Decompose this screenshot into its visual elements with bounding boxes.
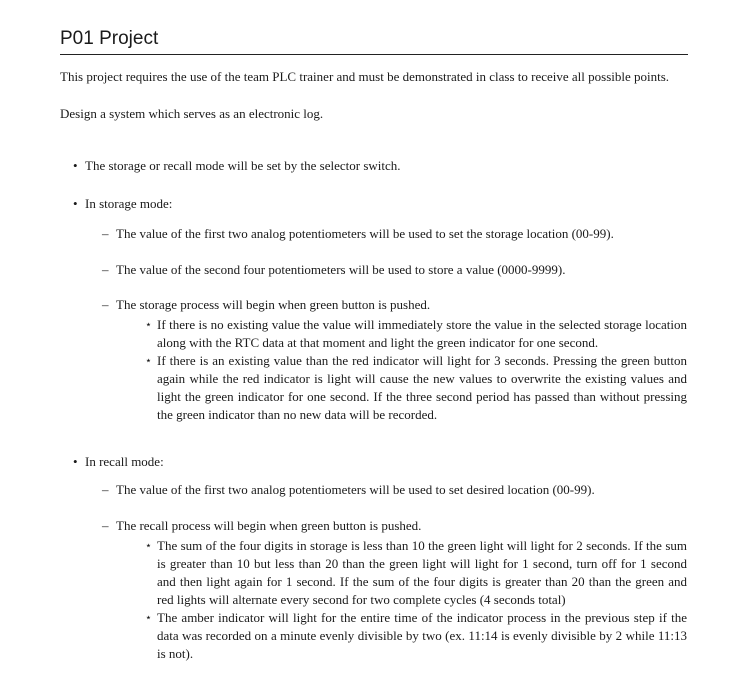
star-icon: ⋆ [145,355,152,367]
item-text: The storage process will begin when green button is pushed. [116,297,431,312]
item-text: The value of the second four potentiometers will be used to store a value (0000-9999). [116,262,566,277]
dash-icon: – [102,518,109,533]
star-icon: ⋆ [145,319,152,331]
item-text: The value of the first two analog potentiometers will be used to set desired location (00-99). [116,482,595,497]
recall-item-location [102,481,696,499]
item-text: The value of the first two analog potentiometers will be used to set the storage location (00-99). [116,226,614,241]
page-title: P01 Project [60,26,688,55]
bullet-storage-mode [73,195,685,213]
bullet-text: In storage mode: [85,196,173,211]
dash-icon: – [102,297,109,312]
bullet-recall-mode [73,453,685,471]
bullet-icon: • [73,158,78,173]
intro-paragraph-1: This project requires the use of the team PLC trainer and must be demonstrated in class to receive all possible points. [60,69,670,84]
dash-icon: – [102,226,109,241]
item-text: The recall process will begin when green button is pushed. [116,518,422,533]
storage-item-value [102,261,696,279]
dash-icon: – [102,262,109,277]
recall-subitems [145,537,687,663]
intro-paragraph-2: Design a system which serves as an electronic log. [60,106,324,121]
bullet-text: The storage or recall mode will be set by the selector switch. [85,158,401,173]
storage-item-location [102,225,696,243]
dash-icon: – [102,482,109,497]
bullet-icon: • [73,196,78,211]
recall-subitem-amber [145,609,687,663]
bullet-icon: • [73,454,78,469]
storage-subitem-existing [145,352,687,424]
subitem-text: The amber indicator will light for the entire time of the indicator process in the previous step if the data was recorded on a minute evenly divisible by two (ex. 11:14 is evenly divisible by 2 while 11:13 is not). [157,610,687,661]
bullet-mode-select [73,157,685,175]
subitem-text: If there is no existing value the value will immediately store the value in the selected storage location along with the RTC data at that moment and light the green indicator for one second. [157,317,687,350]
storage-subitems [145,316,687,424]
star-icon: ⋆ [145,612,152,624]
subitem-text: If there is an existing value than the red indicator will light for 3 seconds. Pressing the green button again while the red indicator is light will cause the new values to overwrite the existing values and light the green indicator for one second. If the three second period has passed than without pressing the green indicator than no new data will be recorded. [157,353,687,422]
star-icon: ⋆ [145,540,152,552]
storage-subitem-no-existing [145,316,687,352]
storage-item-process [102,296,696,314]
subitem-text: The sum of the four digits in storage is less than 10 the green light will light for 2 seconds. If the sum is greater than 10 but less than 20 than the green light will light for 1 second, turn off for 1 second and then light again for 1 second. If the sum of the four digits is greater than 20 than the green and red lights will alternate every second for two complete cycles (4 seconds total) [157,538,687,607]
recall-subitem-sum [145,537,687,609]
bullet-text: In recall mode: [85,454,164,469]
recall-item-process [102,517,696,535]
